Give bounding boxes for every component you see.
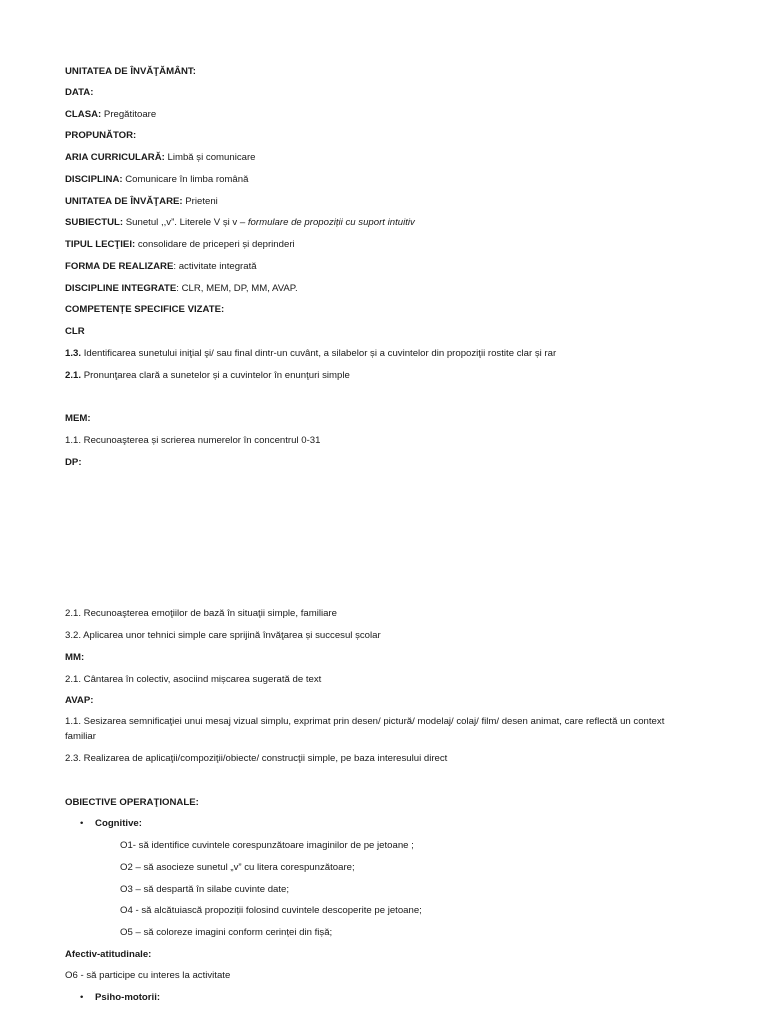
cognitive-line [80,818,142,830]
subiectul-line [65,217,415,229]
avap-item-2: 2.3. Realizarea de aplicaţii/compoziţii/obiecte/ construcţii simple, pe baza interesului direct [65,753,448,764]
objective-o6: O6 - să participe cu interes la activitate [65,970,231,981]
forma-line [65,261,257,273]
objective-o1: O1- să identifice cuvintele corespunzătoare imaginilor de pe jetoane ; [120,840,414,851]
psiho-label: Psiho-motorii: [95,992,161,1003]
avap-label: AVAP: [65,695,94,706]
tipul-line [65,239,295,251]
propunator-label: PROPUNĂTOR: [65,130,137,141]
clr-item-2-num: 2.1. [65,370,82,381]
clr-label: CLR [65,326,85,337]
clasa-label: CLASA: [65,109,102,120]
objective-o2: O2 – să asocieze sunetul „v” cu litera corespunzătoare; [120,862,355,873]
clr-item-1-text: Identificarea sunetului iniţial şi/ sau final dintr-un cuvânt, a silabelor și a cuvintelor din propoziţii rostite clar și rar [83,348,557,359]
disciplina-label: DISCIPLINA: [65,174,123,185]
tipul-label: TIPUL LECŢIEI: [65,239,136,250]
aria-line [65,152,256,164]
data-label: DATA: [65,87,94,98]
aria-value: Limbă și comunicare [167,152,256,163]
objective-o4: O4 - să alcătuiască propoziții folosind cuvintele descoperite pe jetoane; [120,905,422,916]
discipline-line [65,283,298,295]
dp-label: DP: [65,457,82,468]
unitatea-invatare-line [65,196,218,208]
discipline-label: DISCIPLINE INTEGRATE [65,283,177,294]
afectiv-label: Afectiv-atitudinale: [65,949,152,960]
dp-item-2: 3.2. Aplicarea unor tehnici simple care sprijină învăţarea și succesul școlar [65,630,381,641]
clr-item-1 [65,348,556,360]
forma-label: FORMA DE REALIZARE [65,261,174,272]
bullet-icon: • [80,818,84,829]
forma-value: : activitate integrată [173,261,257,272]
objective-o3: O3 – să despartă în silabe cuvinte date; [120,884,290,895]
subiectul-label: SUBIECTUL: [65,217,124,228]
tipul-value: consolidare de priceperi și deprinderi [137,239,295,250]
obiective-title: OBIECTIVE OPERAŢIONALE: [65,797,199,808]
disciplina-line [65,174,248,186]
dp-item-1: 2.1. Recunoaşterea emoţiilor de bază în situaţii simple, familiare [65,608,337,619]
mm-item-1: 2.1. Cântarea în colectiv, asociind mișcarea sugerată de text [65,674,322,685]
clr-item-2-text: Pronunţarea clară a sunetelor și a cuvintelor în enunţuri simple [83,370,350,381]
clasa-line [65,109,156,121]
unitatea-invatamant-label: UNITATEA DE ÎNVĂŢĂMÂNT: [65,66,196,77]
disciplina-value: Comunicare în limba română [125,174,249,185]
propunator-line [65,130,136,142]
clasa-value: Pregătitoare [103,109,157,120]
subiectul-value: Sunetul ,,v”. Literele V și v [125,217,238,228]
mm-label: MM: [65,652,85,663]
mem-label: MEM: [65,413,91,424]
subiectul-italic: – formulare de propoziții cu suport intuitiv [239,217,415,228]
objective-o5: O5 – să coloreze imagini conform cerinței din fișă; [120,927,333,938]
avap-item-1: 1.1. Sesizarea semnificaţiei unui mesaj vizual simplu, exprimat prin desen/ pictură/ modelaj/ colaj/ film/ desen animat, care reflectă un context familiar [65,716,665,742]
mem-item-1: 1.1. Recunoaşterea și scrierea numerelor în concentrul 0-31 [65,435,321,446]
clr-item-2 [65,370,350,382]
cognitive-label: Cognitive: [95,818,142,829]
discipline-value: : CLR, MEM, DP, MM, AVAP. [176,283,298,294]
competente-title: COMPETENȚE SPECIFICE VIZATE: [65,304,225,315]
unitatea-invatare-label: UNITATEA DE ÎNVĂŢARE: [65,196,183,207]
psiho-line [80,992,160,1004]
data-line [65,87,93,99]
bullet-icon: • [80,992,84,1003]
unitatea-invatamant-line [65,66,196,78]
unitatea-invatare-value: Prieteni [185,196,218,207]
clr-item-1-num: 1.3. [65,348,82,359]
aria-label: ARIA CURRICULARĂ: [65,152,165,163]
